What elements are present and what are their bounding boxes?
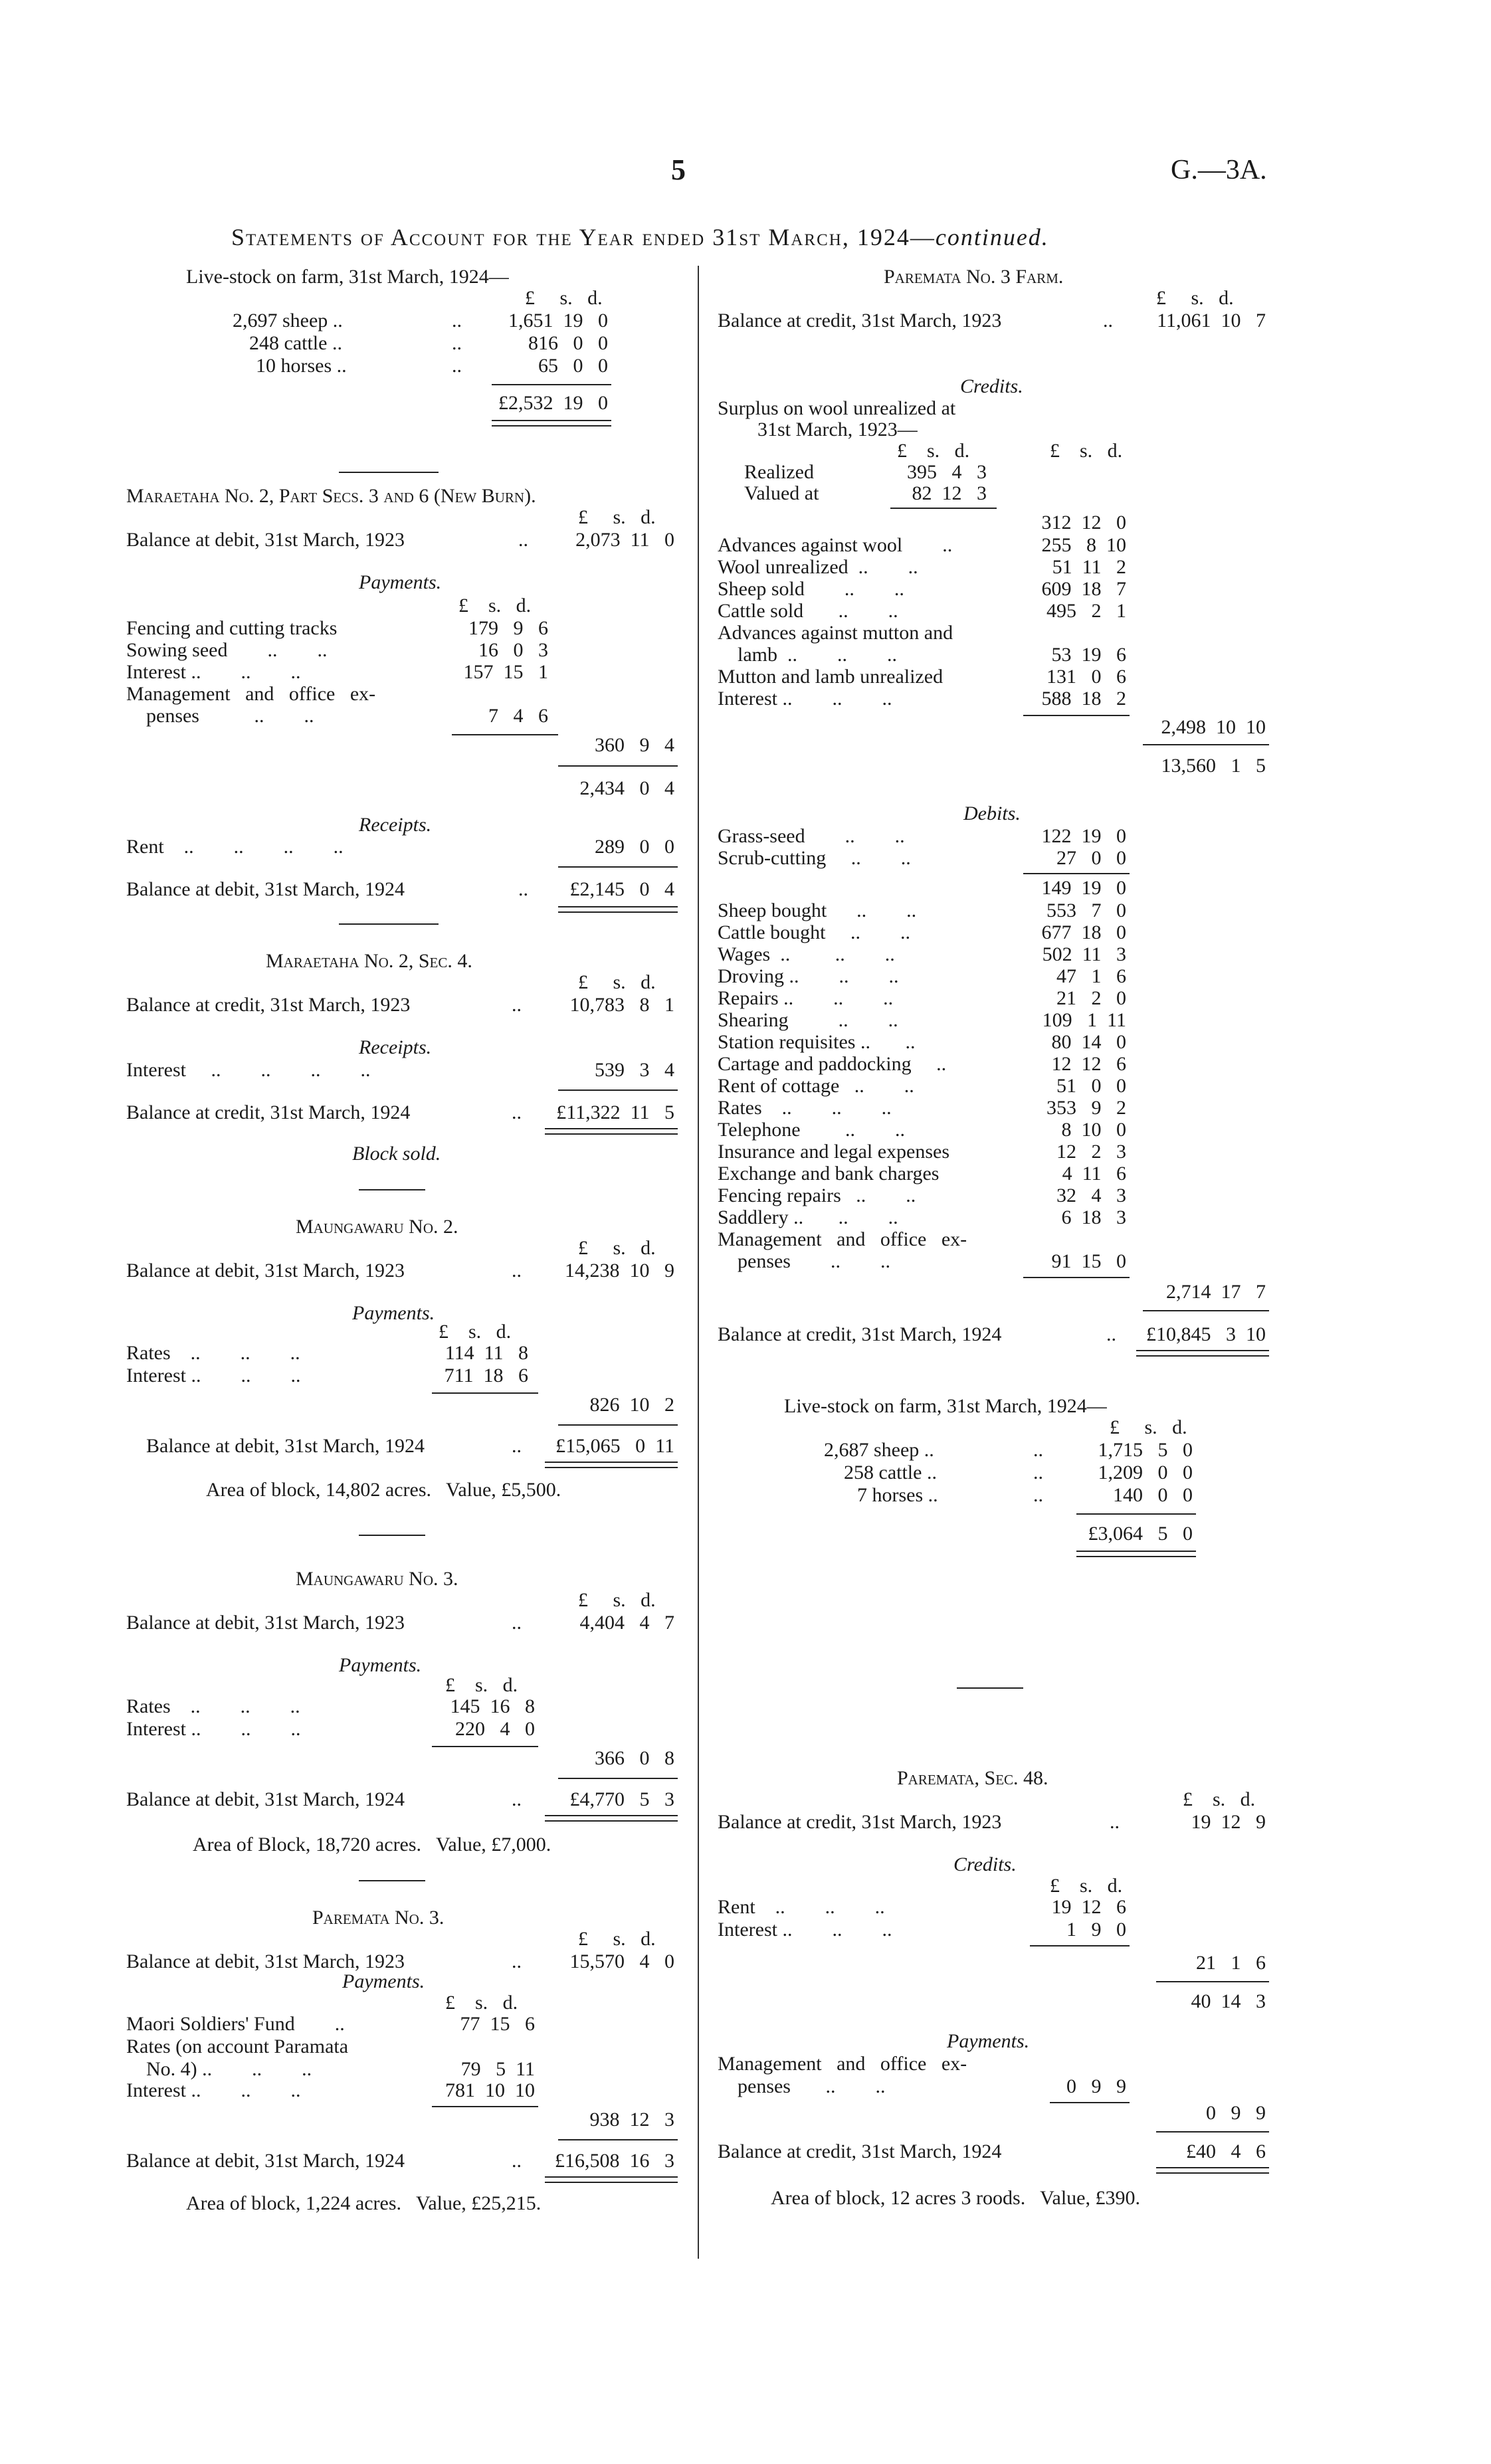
page-number: 5 (671, 153, 686, 186)
closing-value: £15,065 0 11 (555, 1435, 674, 1457)
receipt-label: Interest .. .. .. .. (126, 1059, 371, 1081)
payment-value: 781 10 10 (445, 2079, 535, 2101)
subtotal: 40 14 3 (1191, 1990, 1266, 2012)
receipt-label: Rent .. .. .. .. (126, 836, 344, 858)
payments-label: Payments. (352, 1302, 435, 1324)
credit-label: Wool unrealized .. .. (718, 556, 918, 578)
livestock-row-value: 65 0 0 (538, 355, 608, 377)
separator (339, 472, 439, 473)
area-note: Area of block, 12 acres 3 roods. Value, £390. (771, 2187, 1140, 2209)
section-title: Maungawaru No. 2. (296, 1216, 458, 1238)
section-title: Maraetaha No. 2, Part Secs. 3 and 6 (New Burn). (126, 485, 536, 507)
livestock-right-section (718, 1395, 1302, 1594)
payments-total: 360 9 4 (595, 734, 674, 756)
right-column (718, 266, 1302, 2209)
surplus-title-2: 31st March, 1923— (757, 419, 918, 440)
section-title: Paremata, Sec. 48. (897, 1767, 1048, 1789)
debit-value: 122 19 0 (1041, 825, 1126, 847)
maraetaha-sec4-section (120, 950, 704, 1169)
opening-label: Balance at debit, 31st March, 1923 (126, 1950, 405, 1972)
debit-label: Exchange and bank charges (718, 1163, 940, 1185)
credits-total: 21 1 6 (1196, 1952, 1266, 1974)
livestock-row-label: 248 cattle .. (249, 332, 342, 354)
payments-total: 938 12 3 (589, 2109, 674, 2131)
debit-value: 109 1 11 (1042, 1009, 1126, 1031)
left-column (120, 266, 704, 2214)
payment-label: Interest .. .. .. (126, 1718, 301, 1740)
credits-total: 2,498 10 10 (1161, 716, 1266, 738)
closing-value: £40 4 6 (1186, 2140, 1266, 2162)
opening-value: 15,570 4 0 (569, 1950, 674, 1972)
rule (558, 765, 678, 767)
payment-value: 711 18 6 (444, 1365, 528, 1386)
debit-value: 47 1 6 (1056, 965, 1126, 987)
livestock-row-dots: .. (452, 355, 462, 377)
opening-label: Balance at credit, 31st March, 1923 (718, 1811, 1002, 1833)
rule (1050, 2102, 1130, 2103)
separator (359, 1189, 425, 1190)
livestock-row-value: 140 0 0 (1113, 1484, 1193, 1506)
paremata3-farm-section (718, 266, 1302, 1408)
rule (1023, 873, 1130, 874)
debit-label: Insurance and legal expenses (718, 1141, 950, 1163)
rule (1030, 1945, 1130, 1946)
debit-value: 553 7 0 (1046, 900, 1126, 921)
livestock-row-value: 816 0 0 (528, 332, 608, 354)
section-title: Maungawaru No. 3. (296, 1568, 458, 1590)
debit-label: Shearing .. .. (718, 1009, 898, 1031)
rule (432, 2106, 538, 2107)
opening-label: Balance at credit, 31st March, 1923 (718, 310, 1002, 332)
separator (359, 1880, 425, 1881)
credit-value: 1 9 0 (1066, 1919, 1126, 1941)
debits-subtotal: 149 19 0 (1041, 877, 1126, 899)
debit-label: Repairs .. .. .. (718, 987, 894, 1009)
credit-col-heads: £ s. d. (1050, 1875, 1123, 1897)
opening-value: 14,238 10 9 (565, 1260, 674, 1281)
dots: .. (512, 1950, 522, 1972)
dots: .. (518, 529, 528, 551)
payment-value: 79 5 11 (460, 2058, 535, 2080)
payment-col-heads: £ s. d. (458, 595, 532, 616)
payments-total: 0 9 9 (1206, 2102, 1266, 2124)
debit-label: Sheep bought .. .. (718, 900, 917, 921)
debit-label: Rent of cottage .. .. (718, 1075, 914, 1097)
closing-value: £16,508 16 3 (555, 2150, 674, 2172)
col-heads: £ s. d. (1156, 287, 1234, 309)
payment-value: 114 11 8 (445, 1342, 528, 1364)
payment-label: Management and office ex- (126, 683, 376, 705)
dots: .. (512, 1788, 522, 1810)
rule (558, 1778, 678, 1779)
rule (1076, 1513, 1196, 1515)
dots: .. (518, 878, 528, 900)
rule (1143, 1310, 1269, 1311)
payment-label: Fencing and cutting tracks (126, 617, 338, 639)
paremata48-section (718, 1767, 1302, 2209)
payment-col-heads: £ s. d. (445, 1674, 518, 1696)
block-note: Block sold. (352, 1143, 441, 1165)
closing-label: Balance at debit, 31st March, 1924 (126, 2150, 405, 2172)
payment-value: 145 16 8 (450, 1695, 535, 1717)
debit-label: Cattle bought .. .. (718, 921, 910, 943)
double-rule (545, 1128, 678, 1135)
credit-value: 131 0 6 (1046, 666, 1126, 688)
rule (432, 1392, 538, 1394)
livestock-total: £2,532 19 0 (498, 392, 608, 414)
payment-value: 157 15 1 (463, 661, 548, 683)
payment-label: Interest .. .. .. (126, 1365, 301, 1386)
opening-label: Balance at credit, 31st March, 1923 (126, 994, 411, 1016)
rule (558, 1090, 678, 1091)
livestock-row-value: 1,715 5 0 (1098, 1439, 1193, 1461)
double-rule (545, 1462, 678, 1468)
debit-label: Grass-seed .. .. (718, 825, 905, 847)
area-note: Area of block, 14,802 acres. Value, £5,500. (206, 1479, 561, 1501)
col-heads: £ s. d. (578, 1589, 656, 1611)
livestock-row-value: 1,651 19 0 (508, 310, 608, 332)
separator (359, 1535, 425, 1536)
debit-label: penses .. .. (738, 1250, 890, 1272)
opening-value: 11,061 10 7 (1157, 310, 1266, 332)
debit-value: 80 14 0 (1051, 1031, 1126, 1053)
rule (1023, 715, 1130, 716)
closing-label: Balance at credit, 31st March, 1924 (126, 1101, 411, 1123)
section-title: Paremata No. 3. (312, 1907, 445, 1929)
dots: .. (512, 1435, 522, 1457)
debit-value: 8 10 0 (1061, 1119, 1126, 1141)
debit-value: 12 2 3 (1056, 1141, 1126, 1163)
credit-label: Interest .. .. .. (718, 1919, 892, 1941)
credit-value: 588 18 2 (1041, 688, 1126, 710)
debit-value: 21 2 0 (1056, 987, 1126, 1009)
rule (558, 866, 678, 868)
surplus-col-heads: £ s. d. (897, 440, 970, 462)
col-heads: £ s. d. (578, 1928, 656, 1950)
surplus-label: Realized (744, 461, 814, 483)
double-rule (1076, 1551, 1196, 1557)
rule (492, 384, 611, 385)
area-note: Area of Block, 18,720 acres. Value, £7,000. (193, 1834, 551, 1855)
opening-label: Balance at debit, 31st March, 1923 (126, 529, 405, 551)
opening-value: 19 12 9 (1191, 1811, 1266, 1833)
surplus-value: 82 12 3 (912, 482, 987, 504)
subtotal: 13,560 1 5 (1161, 755, 1266, 777)
payment-value: 16 0 3 (478, 639, 548, 661)
debit-value: 27 0 0 (1056, 847, 1126, 869)
closing-value: £11,322 11 5 (556, 1101, 674, 1123)
livestock-section (120, 266, 704, 458)
livestock-row-label: 10 horses .. (256, 355, 347, 377)
credit-label: Cattle sold .. .. (718, 600, 898, 622)
credit-label: Advances against mutton and (718, 622, 953, 644)
closing-label: Balance at credit, 31st March, 1924 (718, 2140, 1002, 2162)
section-title: Paremata No. 3 Farm. (884, 266, 1064, 288)
credit-value: 19 12 6 (1051, 1896, 1126, 1918)
livestock-col-heads: £ s. d. (525, 287, 603, 309)
rule (558, 1424, 678, 1426)
dots: .. (1103, 310, 1113, 332)
rule (452, 734, 558, 735)
debit-label: Rates .. .. .. (718, 1097, 892, 1119)
livestock-row-dots: .. (1033, 1439, 1043, 1461)
closing-label: Balance at debit, 31st March, 1924 (126, 878, 405, 900)
double-rule (545, 2176, 678, 2183)
opening-value: 4,404 4 7 (579, 1612, 674, 1634)
surplus-value: 395 4 3 (907, 461, 987, 483)
credit-label: Sheep sold .. .. (718, 578, 904, 600)
livestock-col-heads: £ s. d. (1110, 1416, 1187, 1438)
opening-value: 10,783 8 1 (569, 994, 674, 1016)
debit-value: 677 18 0 (1041, 921, 1126, 943)
debit-value: 353 9 2 (1046, 1097, 1126, 1119)
payment-value: 179 9 6 (468, 617, 548, 639)
livestock-row-dots: .. (452, 310, 462, 332)
debit-label: Droving .. .. .. (718, 965, 899, 987)
area-note: Area of block, 1,224 acres. Value, £25,215. (186, 2192, 542, 2214)
closing-value: £4,770 5 3 (569, 1788, 674, 1810)
payment-value: 0 9 9 (1066, 2075, 1126, 2097)
dots: .. (512, 1101, 522, 1123)
dots: .. (512, 994, 522, 1016)
payment-col-heads: £ s. d. (439, 1321, 512, 1343)
opening-label: Balance at debit, 31st March, 1923 (126, 1260, 405, 1281)
dots: .. (1106, 1323, 1116, 1345)
dots: .. (512, 1260, 522, 1281)
payment-col-heads: £ s. d. (445, 1992, 518, 2014)
credit-label: Advances against wool .. (718, 534, 953, 556)
closing-value: £2,145 0 4 (569, 878, 674, 900)
surplus-title: Surplus on wool unrealized at (718, 397, 956, 419)
debit-label: Telephone .. .. (718, 1119, 906, 1141)
payment-label: Rates .. .. .. (126, 1342, 300, 1364)
debit-value: 91 15 0 (1051, 1250, 1126, 1272)
payment-label: penses .. .. (146, 705, 314, 727)
maraetaha-part-section (120, 485, 704, 910)
page-title (231, 223, 1049, 251)
debit-label: Wages .. .. .. (718, 943, 895, 965)
receipt-value: 289 0 0 (595, 836, 674, 858)
payment-label: Interest .. .. .. (126, 661, 301, 683)
debit-label: Saddlery .. .. .. (718, 1206, 898, 1228)
surplus-label: Valued at (744, 482, 819, 504)
payments-label: Payments. (947, 2030, 1030, 2052)
credit-value: 609 18 7 (1041, 578, 1126, 600)
payment-value: 77 15 6 (460, 2013, 535, 2035)
livestock-title: Live-stock on farm, 31st March, 1924— (186, 266, 509, 288)
rule (1143, 744, 1269, 745)
livestock-total: £3,064 5 0 (1088, 1523, 1193, 1545)
receipts-label: Receipts. (359, 814, 432, 836)
maungawaru3-section (120, 1568, 704, 1860)
title-continued: continued. (935, 224, 1049, 250)
double-rule (492, 420, 611, 426)
rule (1023, 1277, 1130, 1278)
closing-label: Balance at credit, 31st March, 1924 (718, 1323, 1002, 1345)
credits-label: Credits. (960, 375, 1023, 397)
col-heads: £ s. d. (1183, 1788, 1256, 1810)
debit-label: Fencing repairs .. .. (718, 1185, 916, 1206)
payments-total: 826 10 2 (589, 1394, 674, 1416)
debit-value: 51 0 0 (1056, 1075, 1126, 1097)
opening-label: Balance at debit, 31st March, 1923 (126, 1612, 405, 1634)
paremata3-section (120, 1907, 704, 2214)
debit-value: 6 18 3 (1061, 1206, 1126, 1228)
livestock-row-label: 2,687 sheep .. (824, 1439, 934, 1461)
livestock-row-label: 258 cattle .. (844, 1462, 937, 1483)
livestock-row-value: 1,209 0 0 (1098, 1462, 1193, 1483)
credit-value: 495 2 1 (1046, 600, 1126, 622)
payments-label: Payments. (342, 1970, 425, 1992)
payments-label: Payments. (339, 1654, 422, 1676)
payment-label: Rates (on account Paramata (126, 2036, 349, 2057)
double-rule (1156, 2167, 1269, 2174)
dots: .. (512, 1612, 522, 1634)
debits-label: Debits. (963, 803, 1021, 824)
closing-value: £10,845 3 10 (1146, 1323, 1266, 1345)
credits-label: Credits. (953, 1853, 1017, 1875)
payment-label: No. 4) .. .. .. (146, 2058, 312, 2080)
credit-label: Rent .. .. .. (718, 1896, 885, 1918)
credit-col-heads: £ s. d. (1050, 440, 1123, 462)
payment-value: 7 4 6 (488, 705, 548, 727)
debit-value: 32 4 3 (1056, 1185, 1126, 1206)
rule (1156, 1981, 1269, 1982)
col-heads: £ s. d. (578, 1237, 656, 1259)
debit-label: Scrub-cutting .. .. (718, 847, 911, 869)
debit-label: Station requisites .. .. (718, 1031, 916, 1053)
debit-label: Management and office ex- (718, 1228, 967, 1250)
payments-label: Payments. (359, 571, 442, 593)
livestock-row-dots: .. (452, 332, 462, 354)
credit-value: 51 11 2 (1052, 556, 1126, 578)
dots: .. (1110, 1811, 1120, 1833)
rule (890, 508, 997, 509)
credit-label: Mutton and lamb unrealized (718, 666, 944, 688)
livestock-row-dots: .. (1033, 1484, 1043, 1506)
credit-label: Interest .. .. .. (718, 688, 892, 710)
debits-total: 2,714 17 7 (1166, 1281, 1266, 1303)
subtotal: 2,434 0 4 (579, 777, 674, 799)
debit-value: 4 11 6 (1062, 1163, 1126, 1185)
closing-label: Balance at debit, 31st March, 1924 (126, 1788, 405, 1810)
payments-total: 366 0 8 (595, 1747, 674, 1769)
rule (558, 2139, 678, 2140)
dots: .. (512, 2150, 522, 2172)
credit-value: 53 19 6 (1051, 644, 1126, 666)
rule (1156, 2131, 1269, 2132)
receipts-label: Receipts. (359, 1036, 432, 1058)
double-rule (545, 1815, 678, 1822)
credit-value: 255 8 10 (1041, 534, 1126, 556)
debit-label: Cartage and paddocking .. (718, 1053, 947, 1075)
payment-label: Management and office ex- (718, 2053, 967, 2075)
livestock-row-dots: .. (1033, 1462, 1043, 1483)
closing-label: Balance at debit, 31st March, 1924 (146, 1435, 425, 1457)
separator (339, 923, 439, 925)
payment-label: penses .. .. (738, 2075, 886, 2097)
col-heads: £ s. d. (578, 971, 656, 993)
payment-label: Sowing seed .. .. (126, 639, 328, 661)
payment-label: Maori Soldiers' Fund .. (126, 2013, 345, 2035)
document-reference: G.—3A. (1171, 155, 1267, 185)
debit-value: 502 11 3 (1042, 943, 1126, 965)
payment-label: Rates .. .. .. (126, 1695, 300, 1717)
debit-value: 12 12 6 (1051, 1053, 1126, 1075)
payment-value: 220 4 0 (455, 1718, 535, 1740)
section-title: Maraetaha No. 2, Sec. 4. (266, 950, 472, 972)
separator (957, 1687, 1023, 1689)
livestock-row-label: 2,697 sheep .. (233, 310, 343, 332)
credit-label: lamb .. .. .. (738, 644, 897, 666)
livestock-row-label: 7 horses .. (857, 1484, 938, 1506)
col-heads: £ s. d. (578, 506, 656, 528)
livestock-title: Live-stock on farm, 31st March, 1924— (784, 1395, 1107, 1417)
rule (432, 1746, 538, 1747)
surplus-total: 312 12 0 (1041, 512, 1126, 533)
opening-value: 2,073 11 0 (575, 529, 674, 551)
title-main: Statements of Account for the Year ended 31st March, 1924— (231, 224, 936, 250)
maungawaru2-section (120, 1216, 704, 1508)
payment-label: Interest .. .. .. (126, 2079, 301, 2101)
receipt-value: 539 3 4 (595, 1059, 674, 1081)
double-rule (1136, 1350, 1269, 1357)
